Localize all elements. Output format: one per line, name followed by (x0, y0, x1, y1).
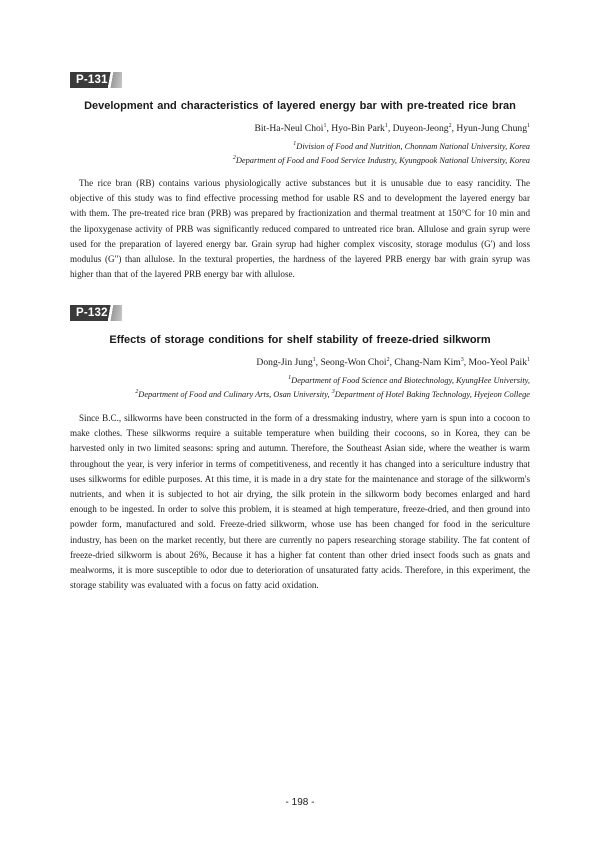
abstract-p131 (70, 70, 530, 282)
abstract-p132 (70, 303, 530, 593)
author-name: Moo-Yeol Paik (468, 357, 527, 368)
affiliation: $^2$Department of Food and Culinary Arts, Osan University, $^3$Department of Hotel Baking Technology, Hyejeon College (135, 388, 530, 399)
author-name: Dong-Jin Jung (256, 357, 313, 368)
affiliation: $^1$Department of Food Science and Biotechnology, KyungHee University, (288, 375, 530, 385)
abstract-body: The rice bran (RB) contains various physiologically active substances but it is unusable due to easy rancidity. The objective of this study was to find effective processing method for usable RS and to development the layered energy bar with them. The pre-treated rice bran (PRB) was prepared by fractionization and thermal treatment at 150°C for 10 min and the lipoxygenase activity of PRB was significantly reduced compared to untreated rice bran. Allulose and grain syrup were used for the preparation of layered energy bar. Grain syrup had higher complex viscosity, storage modulus (G') and loss modulus (G") than allulose. In the textural properties, the hardness of the layered PRB energy bar with grain syrup was higher than that of the layered PRB energy bar with allulose. (70, 178, 530, 280)
author-list: Dong-Jin Jung$^1$, Seong-Won Choi$^2$, Chang-Nam Kim$^3$, Moo-Yeol Paik$^1$ (256, 356, 530, 368)
author-name: Hyun-Jung Chung (456, 123, 527, 134)
abstract-id-tag: P-132 (70, 305, 122, 321)
page-number: - 198 - (285, 797, 315, 808)
author-list: Bit-Ha-Neul Choi$^1$, Hyo-Bin Park$^1$, Duyeon-Jeong$^2$, Hyun-Jung Chung$^1$ (254, 122, 530, 134)
author-name: Seong-Won Choi (320, 357, 387, 368)
author-name: Hyo-Bin Park (331, 123, 385, 134)
abstract-title: Development and characteristics of layered energy bar with pre-treated rice bran (84, 100, 516, 112)
affiliation: $^1$Division of Food and Nutrition, Chonnam National University, Korea (293, 141, 530, 151)
abstract-title: Effects of storage conditions for shelf stability of freeze-dried silkworm (109, 334, 491, 346)
abstract-body: Since B.C., silkworms have been constructed in the form of a dressmaking industry, where yarn is spun into a cocoon to make clothes. These silkworms require a suitable temperature when building their cocoons, so in Korea, they can be harvested only in two limited seasons: spring and autumn. Therefore, the Southeast Asian side, where the weather is warm throughout the year, is very inferior in terms of competitiveness, and recently it has changed into a sericulture industry that uses silkworms for edible purposes. At this time, it is made in a dry state for the maintenance and storage of the silkworm's nutrients, and when it is subjected to hot air drying, the silk protein in the silkworm body becomes enlarged and hard enough to be ingested. In order to solve this problem, it is steamed at high temperature, freeze-dried, and then ground into powder form, manufactured and sold. Freeze-dried silkworm, whose use has been changed for food in the sericulture industry, has been on the market recently, but there are currently no papers researching storage stability. The fat content of freeze-dried silkworm is about 26%, Because it has a higher fat content than other dried insect foods such as gnats and mealworms, it is more susceptible to odor due to deterioration of unsaturated fatty acids. Therefore, in this experiment, the storage stability was evaluated with a focus on fatty acid oxidation. (70, 413, 530, 591)
author-name: Bit-Ha-Neul Choi (254, 123, 324, 134)
author-name: Duyeon-Jeong (392, 123, 449, 134)
abstract-id-tag: P-131 (70, 72, 122, 88)
affiliation: $^2$Department of Food and Food Service Industry, Kyungpook National University, Korea (232, 154, 530, 165)
author-name: Chang-Nam Kim (394, 357, 461, 368)
